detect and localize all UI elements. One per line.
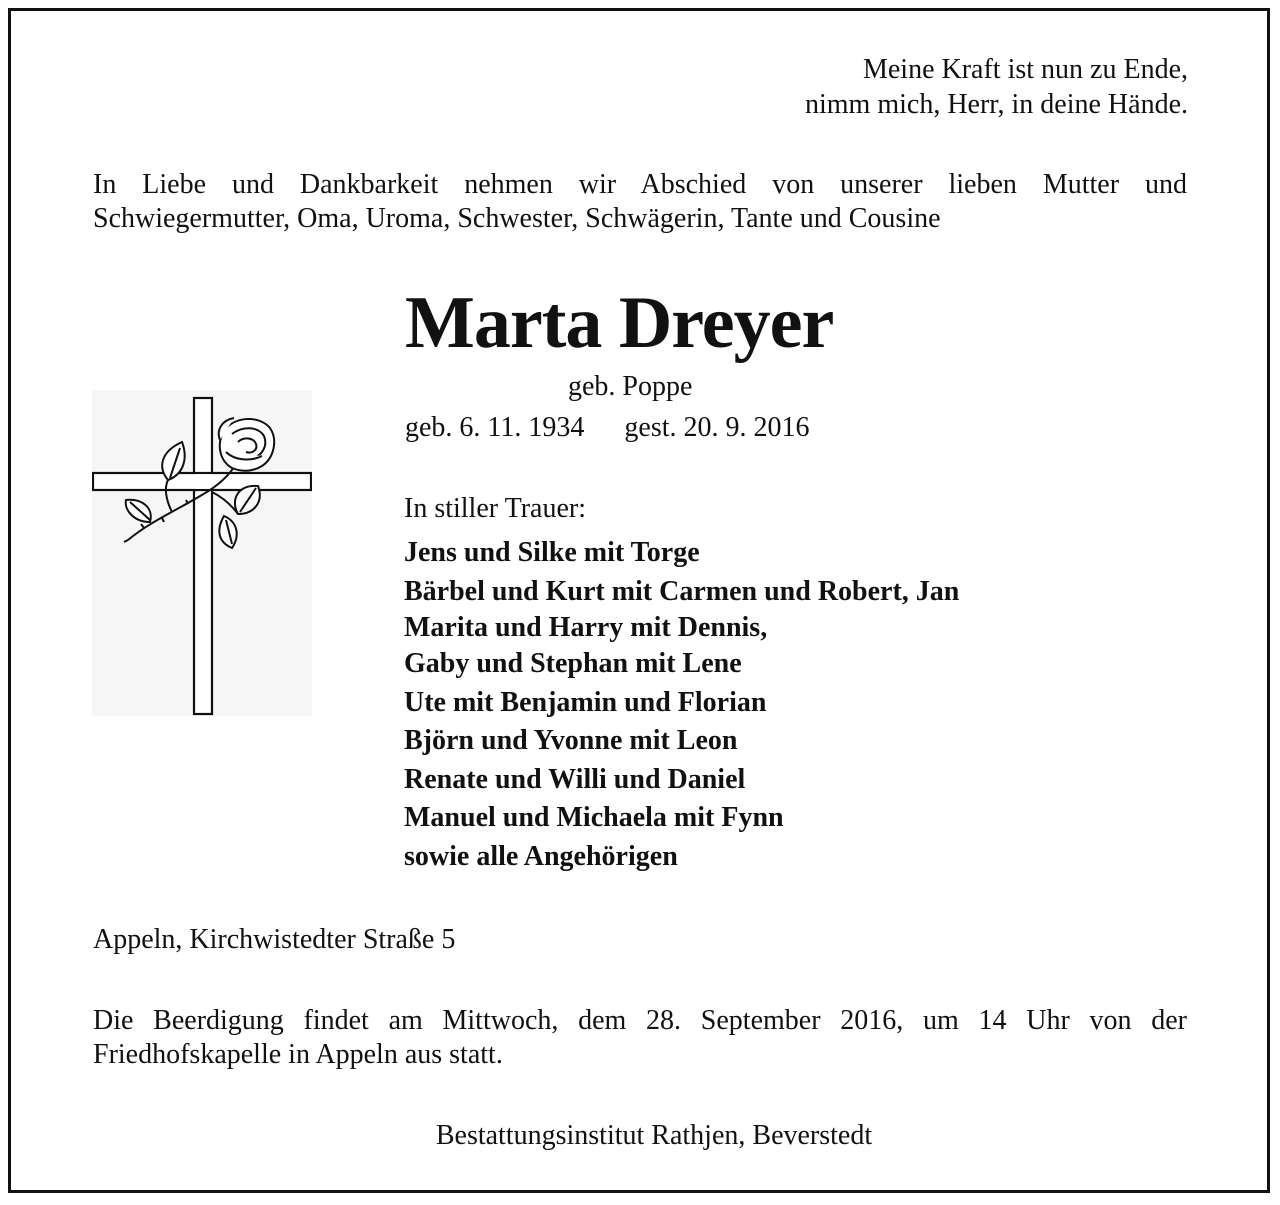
verse-line-2: nimm mich, Herr, in deine Hände. — [805, 89, 1188, 120]
mourners-list — [404, 534, 959, 876]
mourner-line: Marita und Harry mit Dennis, — [404, 612, 768, 643]
cross-with-rose-icon — [92, 390, 312, 716]
mourner-line: Björn und Yvonne mit Leon — [404, 725, 738, 756]
intro-line-1: In Liebe und Dankbarkeit nehmen wir Abschied von unserer lieben Mutter und — [93, 169, 1187, 200]
funeral-line-2: Friedhofskapelle in Appeln aus statt. — [93, 1039, 503, 1070]
intro-text — [93, 168, 1187, 236]
mourner-line: Ute mit Benjamin und Florian — [404, 686, 767, 718]
mourner-line: Manuel und Michaela mit Fynn — [404, 802, 784, 833]
intro-line-2: Schwiegermutter, Oma, Uroma, Schwester, Schwägerin, Tante und Cousine — [93, 203, 941, 234]
mourner-line: Jens und Silke mit Torge — [404, 537, 700, 568]
mourner-line: Renate und Willi und Daniel — [404, 763, 746, 795]
life-dates — [405, 411, 810, 445]
maiden-name: geb. Poppe — [568, 371, 693, 402]
mourning-heading: In stiller Trauer: — [404, 493, 586, 524]
mourner-line: sowie alle Angehörigen — [404, 840, 678, 872]
funeral-line-1: Die Beerdigung findet am Mittwoch, dem 28. September 2016, um 14 Uhr von der — [93, 1005, 1187, 1036]
mourner-line: Gaby und Stephan mit Lene — [404, 648, 742, 679]
verse-line-1: Meine Kraft ist nun zu Ende, — [862, 54, 1188, 85]
undertaker: Bestattungsinstitut Rathjen, Beverstedt — [435, 1120, 873, 1151]
funeral-info — [93, 1004, 1187, 1072]
mourner-line: Bärbel und Kurt mit Carmen und Robert, Jan — [404, 575, 960, 607]
verse — [805, 52, 1188, 122]
death-date: gest. 20. 9. 2016 — [624, 412, 810, 443]
birth-date: geb. 6. 11. 1934 — [405, 412, 585, 443]
deceased-name: Marta Dreyer — [405, 282, 834, 364]
address: Appeln, Kirchwistedter Straße 5 — [93, 924, 456, 955]
